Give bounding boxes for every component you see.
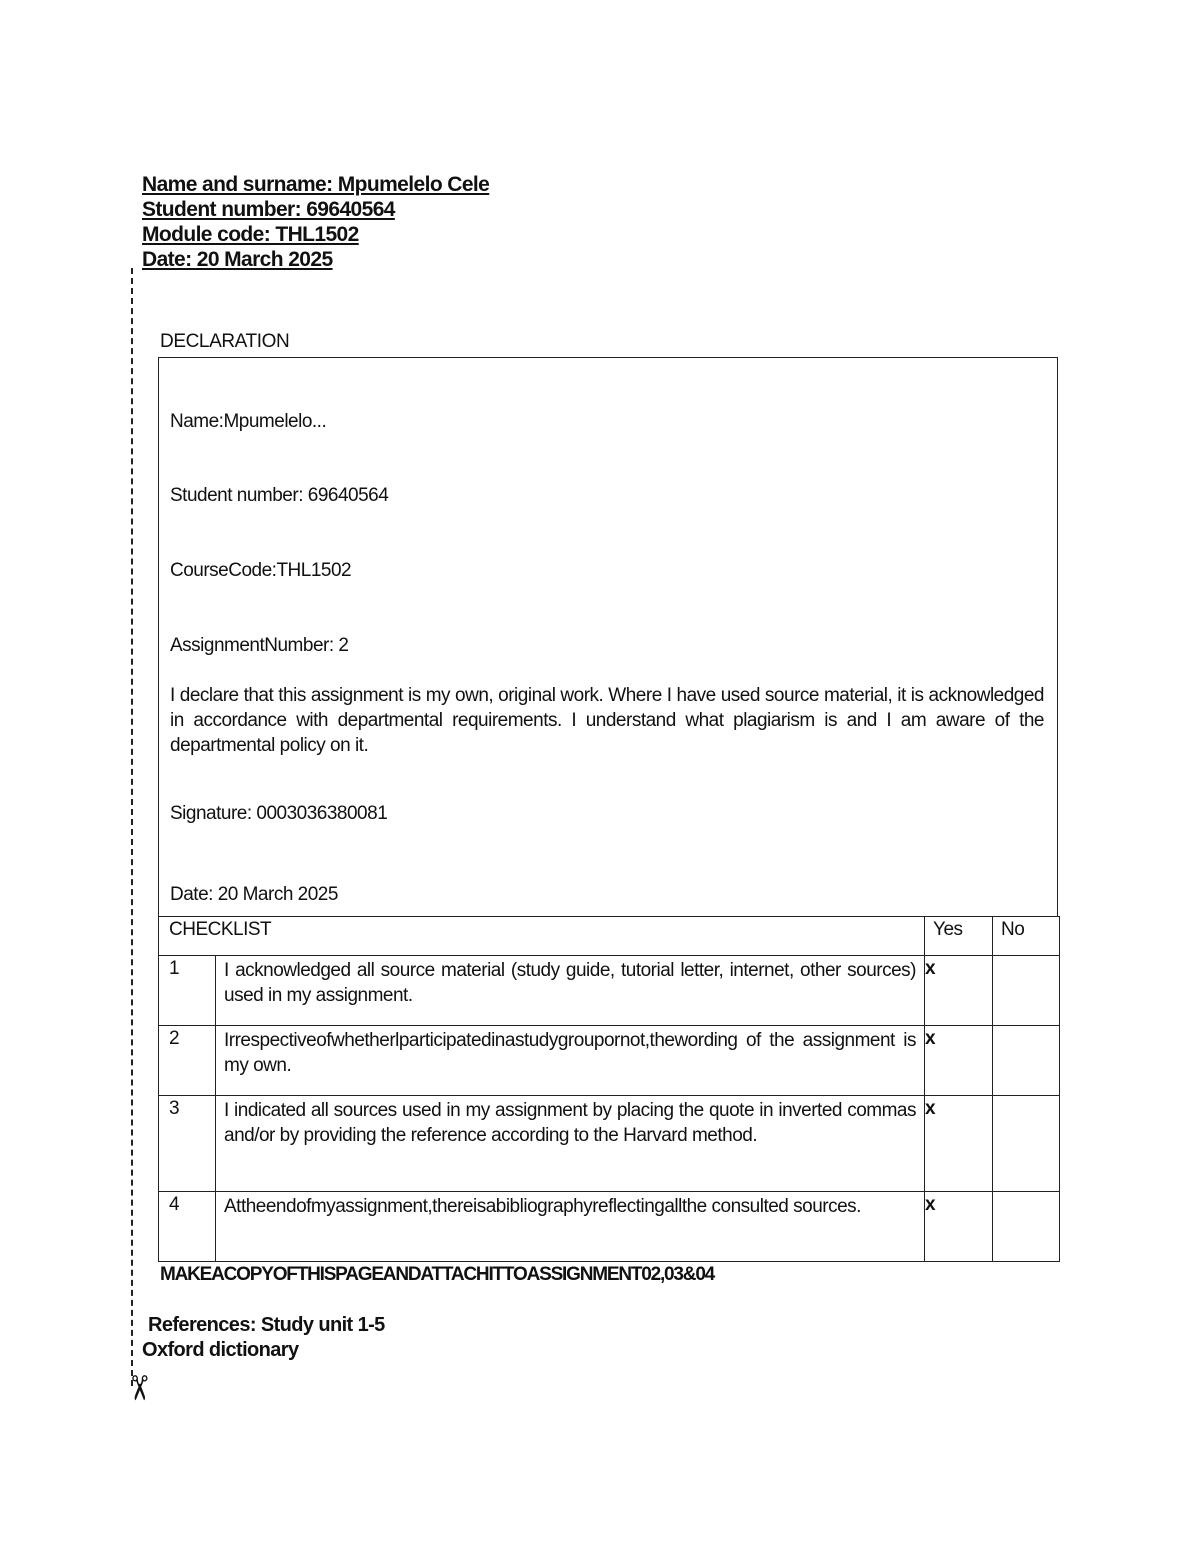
declaration-course-code: CourseCode:THL1502 — [170, 560, 352, 581]
checklist-item-yes: x — [925, 956, 993, 1026]
table-row — [159, 1192, 1060, 1262]
references-item: Oxford dictionary — [142, 1339, 299, 1361]
declaration-name: Name:Mpumelelo... — [170, 411, 327, 432]
checklist-col-no: No — [993, 917, 1060, 956]
checklist-item-no — [993, 1096, 1060, 1192]
header-date-line: Date: 20 March 2025 — [142, 248, 333, 271]
header-student-number-line: Student number: 69640564 — [142, 198, 395, 221]
checklist-item-text: I indicated all sources used in my assignment by placing the quote in inverted commas and/or by providing the reference according to the Harvard method. — [216, 1096, 925, 1192]
checklist-title: CHECKLIST — [159, 917, 925, 956]
table-row — [159, 1026, 1060, 1096]
checklist-item-number: 1 — [159, 956, 216, 1026]
checklist-table — [158, 916, 1060, 1262]
checklist-item-text: Irrespectiveofwhetherlparticipatedinastudygroupornot,thewording of the assignment is my own. — [216, 1026, 925, 1096]
checklist-item-no — [993, 956, 1060, 1026]
declaration-title: DECLARATION — [160, 331, 290, 352]
table-row — [159, 1096, 1060, 1192]
declaration-student-number: Student number: 69640564 — [170, 485, 389, 506]
checklist-item-text: Attheendofmyassignment,thereisabibliographyreflectingallthe consulted sources. — [216, 1192, 925, 1262]
header-name-line: Name and surname: Mpumelelo Cele — [142, 173, 490, 196]
checklist-item-number: 3 — [159, 1096, 216, 1192]
declaration-date: Date: 20 March 2025 — [170, 884, 338, 905]
checklist-item-yes: x — [925, 1096, 993, 1192]
checklist-item-number: 2 — [159, 1026, 216, 1096]
scissors-icon: ✂ — [118, 1373, 159, 1403]
checklist-item-yes: x — [925, 1026, 993, 1096]
checklist-item-no — [993, 1026, 1060, 1096]
header-module-code-line: Module code: THL1502 — [142, 223, 359, 246]
declaration-signature: Signature: 0003036380081 — [170, 803, 388, 824]
checklist-item-no — [993, 1192, 1060, 1262]
cut-line — [131, 268, 133, 1386]
references-heading: References: Study unit 1-5 — [148, 1314, 385, 1336]
declaration-assignment-number: AssignmentNumber: 2 — [170, 635, 349, 656]
checklist-header-row — [159, 917, 1060, 956]
checklist-item-number: 4 — [159, 1192, 216, 1262]
checklist-item-text: I acknowledged all source material (study guide, tutorial letter, internet, other sources) used in my assignment. — [216, 956, 925, 1026]
attach-instruction: MAKEACOPYOFTHISPAGEANDATTACHITTOASSIGNMENT02,03&04 — [160, 1264, 715, 1285]
checklist-col-yes: Yes — [925, 917, 993, 956]
declaration-statement: I declare that this assignment is my own, original work. Where I have used source material, it is acknowledged in accordance with departmental requirements. I understand what plagiarism is and I am aware of the departmental policy on it. — [170, 685, 1044, 756]
table-row — [159, 956, 1060, 1026]
checklist-item-yes: x — [925, 1192, 993, 1262]
